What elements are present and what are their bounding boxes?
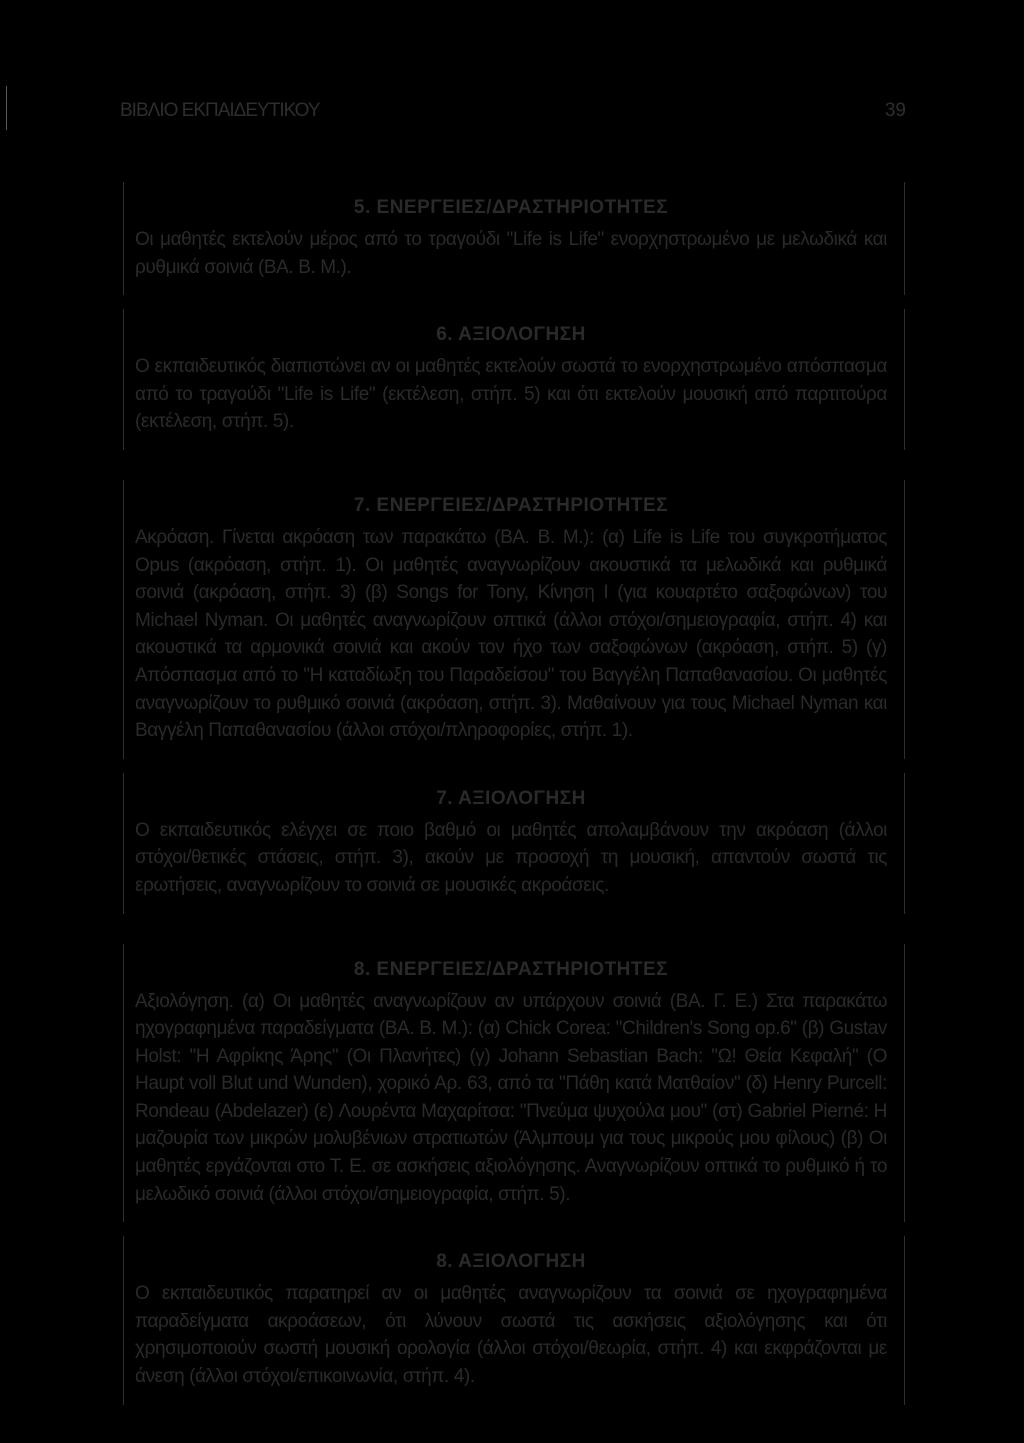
section-title: 5. ΕΝΕΡΓΕΙΕΣ/ΔΡΑΣΤΗΡΙΟΤΗΤΕΣ (353, 197, 669, 218)
section-text: Οι μαθητές εκτελούν μέρος από το τραγούδι "Life is Life" ενορχηστρωμένο με μελωδικά και ρυθμικά σοινιά (ΒΑ. Β. Μ.). (135, 229, 887, 278)
section-activities-7 (135, 480, 887, 759)
section-title: 7. ΕΝΕΡΓΕΙΕΣ/ΔΡΑΣΤΗΡΙΟΤΗΤΕΣ (353, 494, 669, 516)
section-title: 8. ΕΝΕΡΓΕΙΕΣ/ΔΡΑΣΤΗΡΙΟΤΗΤΕΣ (353, 958, 669, 980)
page-content (135, 182, 887, 1405)
page-number: 39 (884, 100, 906, 121)
section-text: Ακρόαση. Γίνεται ακρόαση των παρακάτω (ΒΑ. Β. Μ.): (α) Life is Life του συγκροτήματος Opus (ακρόαση, στήπ. 1). Οι μαθητές αναγνωρίζουν ακουστικά τα μελωδικά και ρυθμικά σοινιά (ακρόαση, στήπ. 3) (β) Songs for Tony, Κίνηση Ι (για κουαρτέτο σαξοφώνων) του Michael Nyman. Οι μαθητές αναγνωρίζουν οπτικά (άλλοι στόχοι/σημειογραφία, στήπ. 4) και ακουστικά τα αρμονικά σοινιά και ακούν τον ήχο των σαξοφώνων (ακρόαση, στήπ. 5) (γ) Απόσπασμα από το "Η καταδίωξη του Παραδείσου" του Βαγγέλη Παπαθανασίου. Οι μαθητές αναγνωρίζουν το ρυθμικό σοινιά (ακρόαση, στήπ. 3). Μαθαίνουν για τους Michael Nyman και Βαγγέλη Παπαθανασίου (άλλοι στόχοι/πληροφορίες, στήπ. 1). (135, 526, 887, 742)
section-title: 7. ΑΞΙΟΛΟΓΗΣΗ (436, 787, 586, 809)
section-text: Ο εκπαιδευτικός διαπιστώνει αν οι μαθητές εκτελούν σωστά το ενορχηστρωμένο απόσπασμα από το τραγούδι "Life is Life" (εκτέλεση, στήπ. 5) και ότι εκτελούν μουσική από παρτιτούρα (εκτέλεση, στήπ. 5). (135, 356, 887, 433)
section-text: Αξιολόγηση. (α) Οι μαθητές αναγνωρίζουν αν υπάρχουν σοινιά (ΒΑ. Γ. Ε.) Στα παρακάτω ηχογραφημένα παραδείγματα (ΒΑ. Β. Μ.): (α) Chick Corea: "Children's Song op.6" (β) Gustav Holst: "Η Αφρίκης Άρης" (Οι Πλανήτες) (γ) Johann Sebastian Bach: "Ω! Θεία Κεφαλή" (O Haupt voll Blut und Wunden), χορικό Αρ. 63, από τα "Πάθη κατά Ματθαίον" (δ) Henry Purcell: Rondeau (Abdelazer) (ε) Λουρέντα Μαχαρίτσα: "Πνεύμα ψυχούλα μου" (στ) Gabriel Pierné: Η μαζουρία των μικρών μολυβένιων στρατιωτών (Άλμπουμ για τους μικρούς μου φίλους) (β) Οι μαθητές εργάζονται στο Τ. Ε. σε ασκήσεις αξιολόγησης. Αναγνωρίζουν οπτικά το ρυθμικό ή το μελωδικό σοινιά (άλλοι στόχοι/σημειογραφία, στήπ. 5). (135, 990, 887, 1205)
section-title: 8. ΑΞΙΟΛΟΓΗΣΗ (436, 1251, 586, 1273)
section-assessment-6 (135, 309, 887, 450)
section-text: Ο εκπαιδευτικός ελέγχει σε ποιο βαθμό οι μαθητές απολαμβάνουν την ακρόαση (άλλοι στόχοι/θετικές στάσεις, στήπ. 3), ακούν με προσοχή τη μουσική, απαντούν σωστά τις ερωτήσεις, αναγνωρίζουν το σοινιά σε μουσικές ακροάσεις. (135, 819, 887, 896)
section-title: 6. ΑΞΙΟΛΟΓΗΣΗ (436, 324, 586, 346)
page-edge-rule (6, 86, 7, 130)
section-assessment-8 (135, 1236, 887, 1404)
section-activities-8 (135, 944, 887, 1223)
section-activities-5 (135, 182, 887, 295)
section-assessment-7 (135, 773, 887, 914)
running-header-title: ΒΙΒΛΙΟ ΕΚΠΑΙΔΕΥΤΙΚΟΥ (120, 100, 320, 121)
section-text: Ο εκπαιδευτικός παρατηρεί αν οι μαθητές αναγνωρίζουν τα σοινιά σε ηχογραφημένα παραδείγματα ακροάσεων, ότι λύνουν σωστά τις ασκήσεις αξιολόγησης και ότι χρησιμοποιούν σωστή μουσική ορολογία (άλλοι στόχοι/θεωρία, στήπ. 4) και εκφράζονται με άνεση (άλλοι στόχοι/επικοινωνία, στήπ. 4). (135, 1283, 887, 1388)
